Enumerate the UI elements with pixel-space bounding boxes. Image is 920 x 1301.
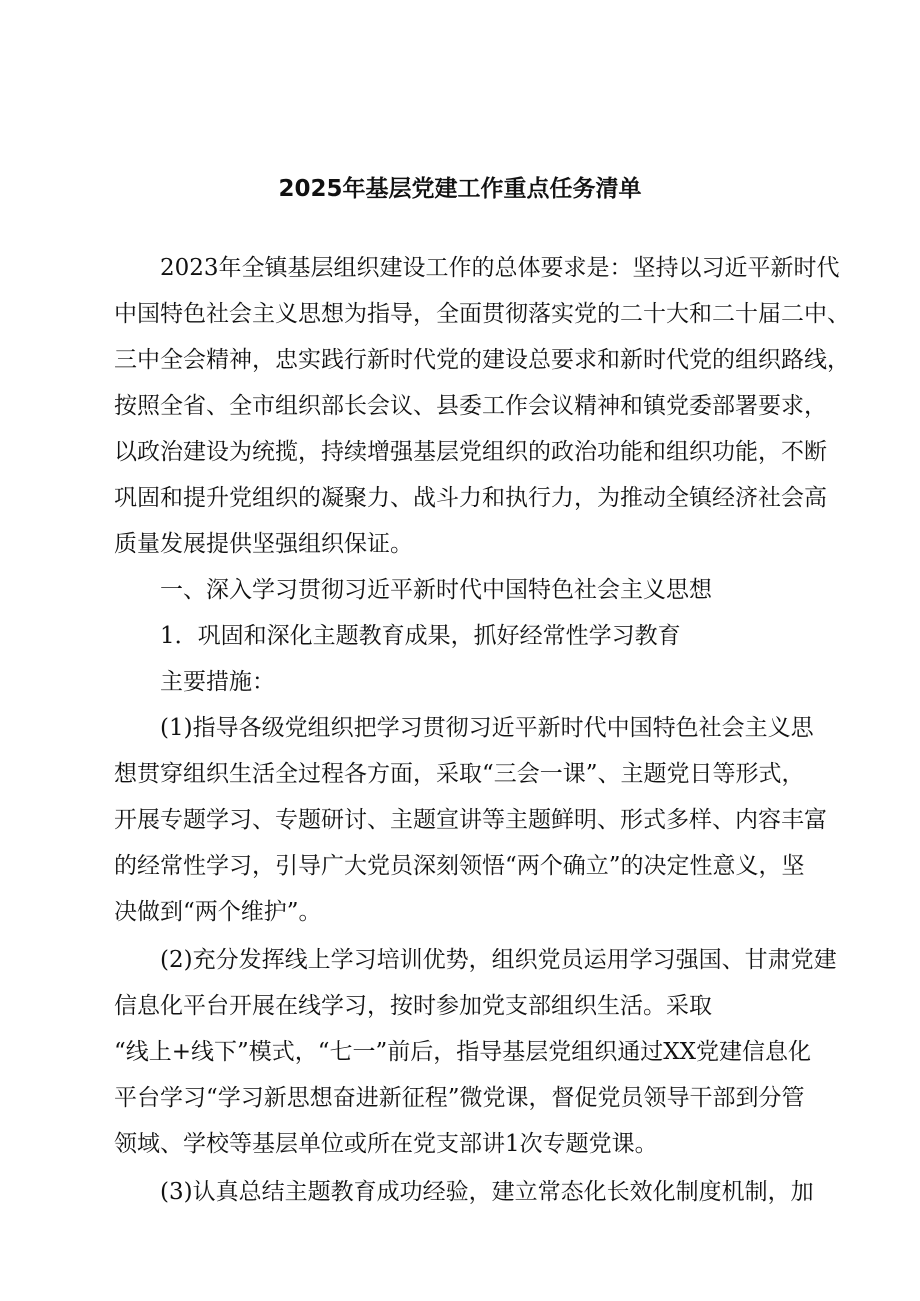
section-1-heading: 一、深入学习贯彻习近平新时代中国特色社会主义思想 <box>160 577 712 603</box>
measure-1-line-5: 决做到“两个维护”。 <box>114 899 322 925</box>
measure-2-line-3: “线上+线下”模式，“七一”前后，指导基层党组织通过XX党建信息化 <box>114 1039 812 1065</box>
item-1-title: 1．巩固和深化主题教育成果，抓好经常性学习教育 <box>160 623 681 649</box>
intro-line-3: 三中全会精神，忠实践行新时代党的建设总要求和新时代党的组织路线， <box>114 347 850 373</box>
measure-1-line-1: (1)指导各级党组织把学习贯彻习近平新时代中国特色社会主义思 <box>160 715 814 741</box>
document-title: 2025年基层党建工作重点任务清单 <box>278 176 642 202</box>
intro-line-7: 质量发展提供坚强组织保证。 <box>114 531 413 557</box>
measure-2-line-4: 平台学习“学习新思想奋进新征程”微党课，督促党员领导干部到分管 <box>114 1085 805 1111</box>
measure-2-line-5: 领域、学校等基层单位或所在党支部讲1次专题党课。 <box>114 1131 658 1157</box>
intro-line-4: 按照全省、全市组织部长会议、县委工作会议精神和镇党委部署要求， <box>114 393 827 419</box>
intro-line-1: 2023年全镇基层组织建设工作的总体要求是：坚持以习近平新时代 <box>160 255 840 281</box>
measure-3-line-1: (3)认真总结主题教育成功经验，建立常态化长效化制度机制，加 <box>160 1179 814 1205</box>
intro-line-5: 以政治建设为统揽，持续增强基层党组织的政治功能和组织功能，不断 <box>114 439 827 465</box>
measure-1-line-3: 开展专题学习、专题研讨、主题宣讲等主题鲜明、形式多样、内容丰富 <box>114 807 827 833</box>
measure-1-line-2: 想贯穿组织生活全过程各方面，采取“三会一课”、主题党日等形式， <box>114 761 805 787</box>
intro-line-6: 巩固和提升党组织的凝聚力、战斗力和执行力，为推动全镇经济社会高 <box>114 485 827 511</box>
measure-2-line-2: 信息化平台开展在线学习，按时参加党支部组织生活。采取 <box>114 993 712 1019</box>
measures-label: 主要措施： <box>160 669 275 695</box>
intro-line-2: 中国特色社会主义思想为指导，全面贯彻落实党的二十大和二十届二中、 <box>114 301 850 327</box>
measure-1-line-4: 的经常性学习，引导广大党员深刻领悟“两个确立”的决定性意义，坚 <box>114 853 805 879</box>
measure-2-line-1: (2)充分发挥线上学习培训优势，组织党员运用学习强国、甘肃党建 <box>160 947 837 973</box>
